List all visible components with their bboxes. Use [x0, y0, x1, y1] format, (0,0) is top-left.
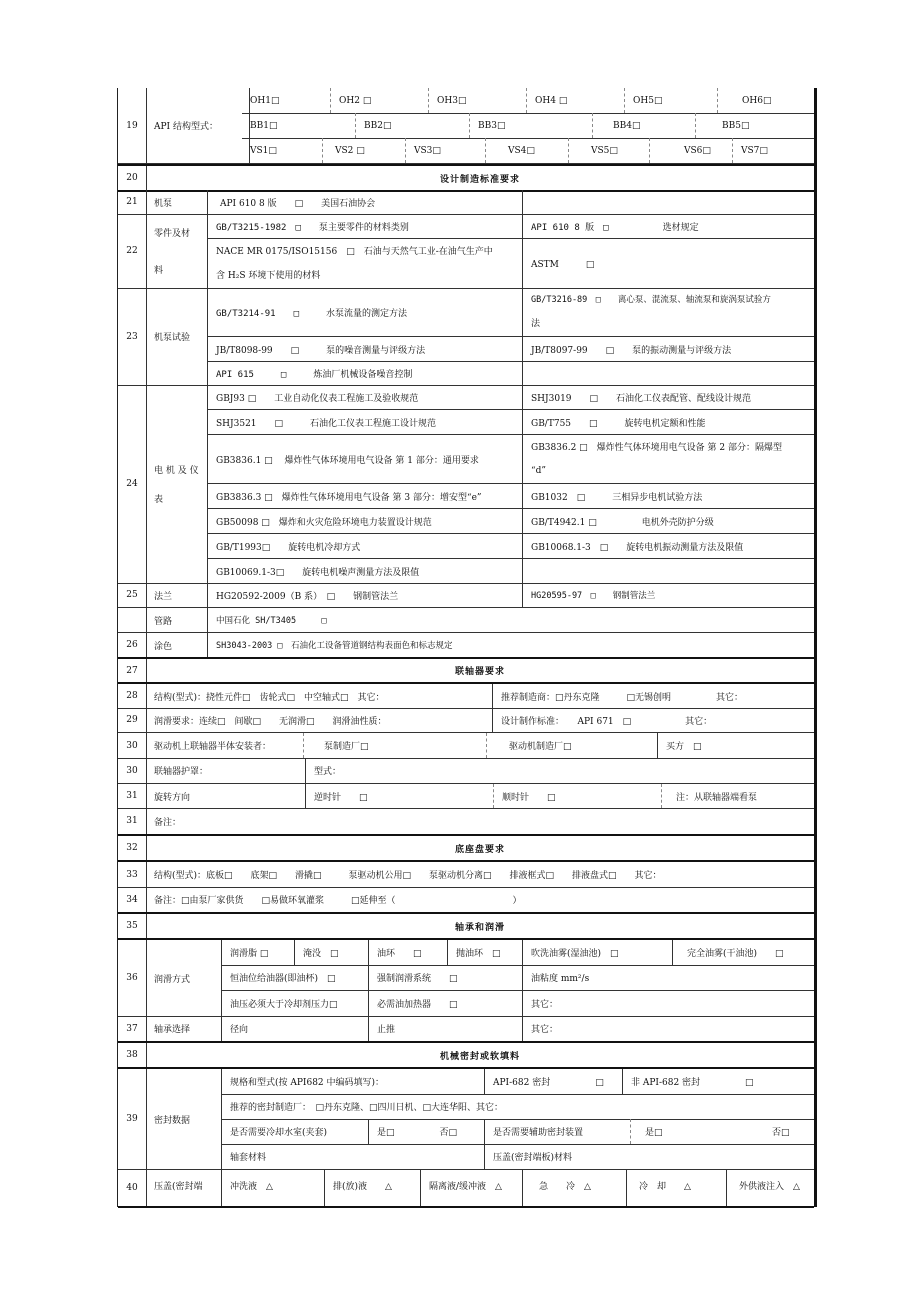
row-34	[118, 887, 814, 914]
pump-maker-checkbox[interactable]: 泵制造厂□	[303, 733, 494, 758]
seal-data-label: 密封数据	[146, 1069, 222, 1169]
row-20	[118, 164, 814, 192]
r39-line3	[222, 1119, 814, 1145]
r22-line1	[208, 214, 814, 239]
section-heading: 设计制造标准要求	[439, 174, 520, 185]
gb3214-checkbox[interactable]: GB/T3214-91 □ 水泵流量的测定方法	[216, 308, 408, 319]
row-number: 32	[118, 836, 147, 860]
row-number: 26	[118, 633, 147, 657]
oil-heater-checkbox[interactable]: 必需油加热器 □	[368, 990, 517, 1016]
oiler-checkbox[interactable]: 恒油位给油器(即油杯) □	[230, 974, 336, 984]
thrust-bearing-field[interactable]: 止推	[368, 1016, 517, 1041]
gbt1993-checkbox[interactable]: GB/T1993□ 旋转电机冷却方式	[216, 542, 361, 553]
vs4-checkbox[interactable]: VS4□	[485, 138, 578, 163]
label-line-2: 表	[154, 495, 164, 505]
gb3836-1-checkbox[interactable]: GB3836.1 □ 爆炸性气体环境用电气设备 第 1 部分：通用要求	[216, 455, 479, 466]
rotation-note: 注：从联轴器端看泵	[661, 784, 816, 808]
row-35	[118, 914, 814, 940]
nace-checkbox[interactable]	[208, 239, 522, 288]
barrier-fluid-triangle[interactable]: 隔离液/缓冲液 △	[420, 1170, 521, 1206]
row-number: 36	[118, 940, 147, 1016]
gland-label: 压盖(密封端	[146, 1170, 222, 1206]
jb8097-checkbox[interactable]: JB/T8097-99 □ 泵的振动测量与评级方法	[522, 337, 811, 361]
buyer-checkbox[interactable]: 买方 □	[657, 733, 811, 758]
row-number: 34	[118, 887, 147, 912]
gb3216-checkbox[interactable]	[522, 288, 811, 336]
bb3-checkbox[interactable]: BB3□	[469, 113, 588, 138]
gb10068-checkbox[interactable]: GB10068.1-3 □ 旋转电机振动测量方法及限值	[522, 534, 811, 558]
cooling-triangle[interactable]: 冷 却 △	[626, 1170, 739, 1206]
row-number: 39	[118, 1069, 147, 1169]
section-heading: 底座盘要求	[454, 844, 505, 855]
jb8098-checkbox[interactable]: JB/T8098-99 □ 泵的噪音测量与评级方法	[216, 345, 426, 356]
bb4-checkbox[interactable]: BB4□	[592, 113, 703, 138]
oil-pressure-checkbox[interactable]: 油压必须大于冷却剂压力□	[230, 999, 338, 1010]
vs6-checkbox[interactable]: VS6□	[649, 138, 764, 163]
bb1-checkbox[interactable]: BB1□	[250, 120, 278, 131]
empty-cell	[522, 559, 811, 583]
r24-line6	[208, 534, 814, 559]
cooling-jacket-yes-no[interactable]: 是□ 否□	[368, 1119, 492, 1144]
grease-checkbox[interactable]: 润滑脂 □	[230, 949, 269, 959]
row-number: 23	[118, 288, 147, 385]
vs5-checkbox[interactable]: VS5□	[568, 138, 661, 163]
coupling-manufacturer-options[interactable]: 推荐制造商：□丹东克隆 □无锡创明 其它：	[492, 684, 811, 708]
empty-cell	[522, 361, 811, 385]
row-number: 30	[118, 733, 147, 758]
ccw-checkbox[interactable]: 逆时针 □	[305, 784, 494, 808]
pump-label: 机泵	[146, 190, 208, 214]
row-number: 28	[118, 684, 147, 708]
gbt4942-checkbox[interactable]: GB/T4942.1 □ 电机外壳防护分级	[522, 509, 811, 533]
row-24	[118, 385, 814, 584]
gb3216-line-1: GB/T3216-89 □ 离心泵、混流泵、轴流泵和旋涡泵试验方	[531, 295, 771, 305]
r22-line2	[208, 239, 814, 288]
aux-seal-label: 是否需要辅助密封装置	[484, 1119, 633, 1144]
r39-line1	[222, 1069, 814, 1095]
hg20592-checkbox[interactable]: HG20592-2009（B 系） □ 钢制管法兰	[216, 591, 399, 602]
cooling-jacket-label: 是否需要冷却水室(夹套)	[230, 1128, 328, 1138]
r23-line3	[208, 361, 814, 385]
row-27	[118, 659, 814, 684]
nace-line-2: 含 H₂S 环境下使用的材料	[216, 270, 321, 281]
vs2-checkbox[interactable]: VS2 □	[322, 138, 405, 163]
flinger-checkbox[interactable]: 抛油环 □	[447, 940, 528, 965]
row-21	[118, 190, 814, 215]
motor-instrument-label	[146, 385, 208, 583]
rotation-label: 旋转方向	[154, 792, 191, 803]
bb5-checkbox[interactable]: BB5□	[695, 113, 812, 138]
parts-material-label	[146, 214, 208, 288]
coupling-guard-label: 联轴器护罩：	[154, 767, 209, 777]
row-26	[118, 633, 814, 659]
r24-line5	[208, 509, 814, 534]
cw-checkbox[interactable]: 顺时针 □	[493, 784, 662, 808]
gb3836-3-checkbox[interactable]: GB3836.3 □ 爆炸性气体环境用电气设备 第 3 部分：增安型“e”	[216, 492, 482, 503]
piping-label: 管路	[146, 608, 208, 632]
row-number: 35	[118, 914, 147, 938]
row-19	[118, 88, 814, 164]
paint-label: 涂色	[146, 633, 208, 657]
forced-lube-checkbox[interactable]: 强制润滑系统 □	[368, 965, 517, 990]
row-number: 38	[118, 1043, 147, 1067]
row-number: 33	[118, 862, 147, 887]
row-30b	[118, 758, 814, 784]
section-heading: 轴承和润滑	[454, 922, 505, 933]
row-number: 27	[118, 659, 147, 682]
r23-line2	[208, 337, 814, 362]
aux-seal-yes-checkbox[interactable]: 是□	[630, 1119, 715, 1144]
row-number: 25	[118, 583, 147, 607]
bb2-checkbox[interactable]: BB2□	[355, 113, 464, 138]
flooded-checkbox[interactable]: 淹没 □	[294, 940, 365, 965]
row-31b	[118, 808, 814, 836]
row-number: 37	[118, 1016, 147, 1041]
row-36	[118, 940, 814, 1017]
gbj93-checkbox[interactable]: GBJ93 □ 工业自动化仪表工程施工及验收规范	[216, 393, 419, 404]
gb10069-checkbox[interactable]: GB10069.1-3□ 旋转电机噪声测量方法及限值	[216, 567, 420, 578]
r39-line4	[222, 1144, 814, 1169]
hg20595-checkbox[interactable]: HG20595-97 □ 钢制管法兰	[522, 583, 811, 607]
gb3215-checkbox[interactable]: GB/T3215-1982 □ 泵主要零件的材料类别	[216, 222, 409, 233]
nace-line-1: NACE MR 0175/ISO15156 □ 石油与天然气工业-在油气生产中	[216, 246, 493, 257]
aux-seal-no-checkbox[interactable]: 否□	[772, 1128, 790, 1138]
row-number: 40	[118, 1170, 147, 1206]
vs7-checkbox[interactable]: VS7□	[732, 138, 821, 163]
coupling-installer-label: 驱动机上联轴器半体安装者：	[154, 742, 272, 752]
r39-line2	[222, 1094, 814, 1120]
non-api682-seal-checkbox[interactable]: 非 API-682 密封 □	[622, 1069, 811, 1094]
vs3-checkbox[interactable]: VS3□	[405, 138, 484, 163]
row-31a	[118, 784, 814, 809]
row-number: 22	[118, 214, 147, 288]
oh-line	[242, 88, 814, 114]
oh6-checkbox[interactable]: OH6□	[717, 88, 822, 113]
oh5-checkbox[interactable]: OH5□	[624, 88, 723, 113]
row-number: 31	[118, 784, 147, 808]
design-standard-options[interactable]: 设计制作标准： API 671 □ 其它：	[492, 708, 811, 732]
external-injection-triangle[interactable]: 外供液注入 △	[726, 1170, 819, 1206]
label-line-1: 零件及材	[154, 229, 191, 239]
row-32	[118, 836, 814, 862]
oh3-checkbox[interactable]: OH3□	[428, 88, 527, 113]
oh1-checkbox[interactable]: OH1□	[250, 95, 280, 106]
lubrication-method-label: 润滑方式	[146, 940, 222, 1016]
row-38	[118, 1043, 814, 1069]
pure-mist-checkbox[interactable]: 完全油雾(干油池) □	[672, 940, 817, 965]
vs1-checkbox[interactable]: VS1□	[250, 145, 277, 156]
row-33	[118, 862, 814, 888]
label-line-1: 电 机 及 仪	[154, 466, 199, 476]
gb3836-2-line-2: “d”	[531, 466, 546, 476]
oil-viscosity-field[interactable]: 油粘度 mm²/s	[522, 965, 811, 990]
row-number: 31	[118, 808, 147, 834]
api682-seal-checkbox[interactable]: API-682 密封 □	[484, 1069, 623, 1094]
row-22	[118, 214, 814, 289]
oh4-checkbox[interactable]: OH4 □	[526, 88, 625, 113]
empty-cell	[522, 190, 811, 214]
flush-triangle[interactable]: 冲洗液 △	[230, 1182, 273, 1192]
row-number: 19	[118, 88, 147, 163]
shj3019-checkbox[interactable]: SHJ3019 □ 石油化工仪表配管、配线设计规范	[522, 385, 811, 409]
coupling-structure-options[interactable]: 结构(型式)：挠性元件□ 齿轮式□ 中空轴式□ 其它：	[154, 692, 385, 703]
row-40	[118, 1170, 814, 1208]
row-piping	[118, 608, 814, 633]
baseplate-structure-options[interactable]: 结构(型式)：底板□ 底架□ 滑撬□ 泵驱动机公用□ 泵驱动机分离□ 排液框式□ 排液盘式□ 其它：	[154, 871, 662, 881]
api610-material-checkbox[interactable]: API 610 8 版 □ 选材规定	[522, 214, 811, 238]
r24-line2	[208, 410, 814, 435]
r24-line7	[208, 559, 814, 583]
purge-mist-checkbox[interactable]: 吹洗油雾(湿油池) □	[522, 940, 671, 965]
gb3836-2-line-1: GB3836.2 □ 爆炸性气体环境用电气设备 第 2 部分：隔爆型	[531, 443, 782, 453]
gb3216-line-2: 法	[531, 319, 541, 329]
label-line-2: 料	[154, 266, 164, 276]
row-30a	[118, 733, 814, 759]
guard-type-field[interactable]: 型式：	[305, 758, 804, 783]
bearing-selection-label: 轴承选择	[146, 1016, 222, 1041]
oil-ring-checkbox[interactable]: 油环 □	[368, 940, 447, 965]
pump-test-label: 机泵试验	[146, 288, 208, 385]
row-number	[118, 608, 147, 632]
gb1032-checkbox[interactable]: GB1032 □ 三相异步电机试验方法	[522, 484, 811, 508]
sh3043-checkbox[interactable]: SH3043-2003 □ 石油化工设备管道钢结构表面色和标志规定	[216, 641, 453, 651]
baseplate-remarks-options[interactable]: 备注：□由泵厂家供货 □易做环氧灌浆 □延伸至（ ）	[154, 896, 522, 906]
r24-line4	[208, 484, 814, 509]
gbt755-checkbox[interactable]: GB/T755 □ 旋转电机定额和性能	[522, 410, 811, 434]
quench-triangle[interactable]: 急 冷 △	[522, 1170, 635, 1206]
drain-triangle[interactable]: 排(放)液 △	[324, 1170, 419, 1206]
row-23	[118, 288, 814, 386]
row-number: 30	[118, 758, 147, 783]
row-39	[118, 1069, 814, 1170]
sh3405-checkbox[interactable]: 中国石化 SH/T3405 □	[216, 616, 327, 626]
row-number: 29	[118, 708, 147, 732]
api610-checkbox[interactable]: API 610 8 版 □ 美国石油协会	[220, 198, 376, 209]
bb-line	[242, 113, 814, 139]
coupling-remarks-field[interactable]: 备注：	[154, 817, 182, 828]
gb3836-2-checkbox[interactable]	[522, 435, 811, 483]
flange-label: 法兰	[146, 583, 208, 607]
gland-material-field[interactable]: 压盖(密封端板)材料	[484, 1144, 813, 1169]
row-37	[118, 1016, 814, 1043]
lubrication-options[interactable]: 润滑要求：连续□ 间歇□ 无润滑□ 润滑油性质：	[154, 716, 387, 727]
seal-spec-field[interactable]: 规格和型式(按 API682 中编码填写)：	[230, 1078, 385, 1088]
section-heading: 联轴器要求	[454, 667, 505, 677]
vs-line	[242, 138, 814, 163]
astm-checkbox[interactable]: ASTM □	[522, 239, 811, 288]
api615-checkbox[interactable]: API 615 □ 炼油厂机械设备噪音控制	[216, 369, 413, 380]
r36-line3	[222, 990, 814, 1016]
section-heading: 机械密封或软填料	[439, 1051, 520, 1062]
gb50098-checkbox[interactable]: GB50098 □ 爆炸和火灾危险环境电力装置设计规范	[216, 517, 432, 528]
lube-other-field[interactable]: 其它：	[522, 990, 811, 1016]
r24-line1	[208, 385, 814, 410]
spec-sheet-table	[117, 88, 817, 1207]
row-number: 20	[118, 166, 147, 190]
row-29	[118, 708, 814, 733]
row-25	[118, 583, 814, 608]
radial-bearing-field[interactable]: 径向	[230, 1025, 249, 1035]
r36-line1	[222, 940, 814, 966]
sleeve-material-field[interactable]: 轴套材料	[230, 1153, 267, 1163]
row-number: 24	[118, 385, 147, 583]
bearing-other-field[interactable]: 其它：	[522, 1016, 811, 1041]
r23-line1	[208, 288, 814, 337]
oh2-checkbox[interactable]: OH2 □	[330, 88, 429, 113]
r24-line3	[208, 435, 814, 484]
row-number: 21	[118, 190, 147, 214]
api-structure-label: API 结构型式：	[146, 88, 250, 163]
row-28	[118, 684, 814, 709]
driver-maker-checkbox[interactable]: 驱动机制造厂□	[486, 733, 669, 758]
r36-line2	[222, 965, 814, 991]
shj3521-checkbox[interactable]: SHJ3521 □ 石油化工仪表工程施工设计规范	[216, 418, 437, 429]
seal-manufacturer-options[interactable]: 推荐的密封制造厂： □丹东克隆、□四川日机、□大连华阳、其它：	[230, 1103, 504, 1113]
